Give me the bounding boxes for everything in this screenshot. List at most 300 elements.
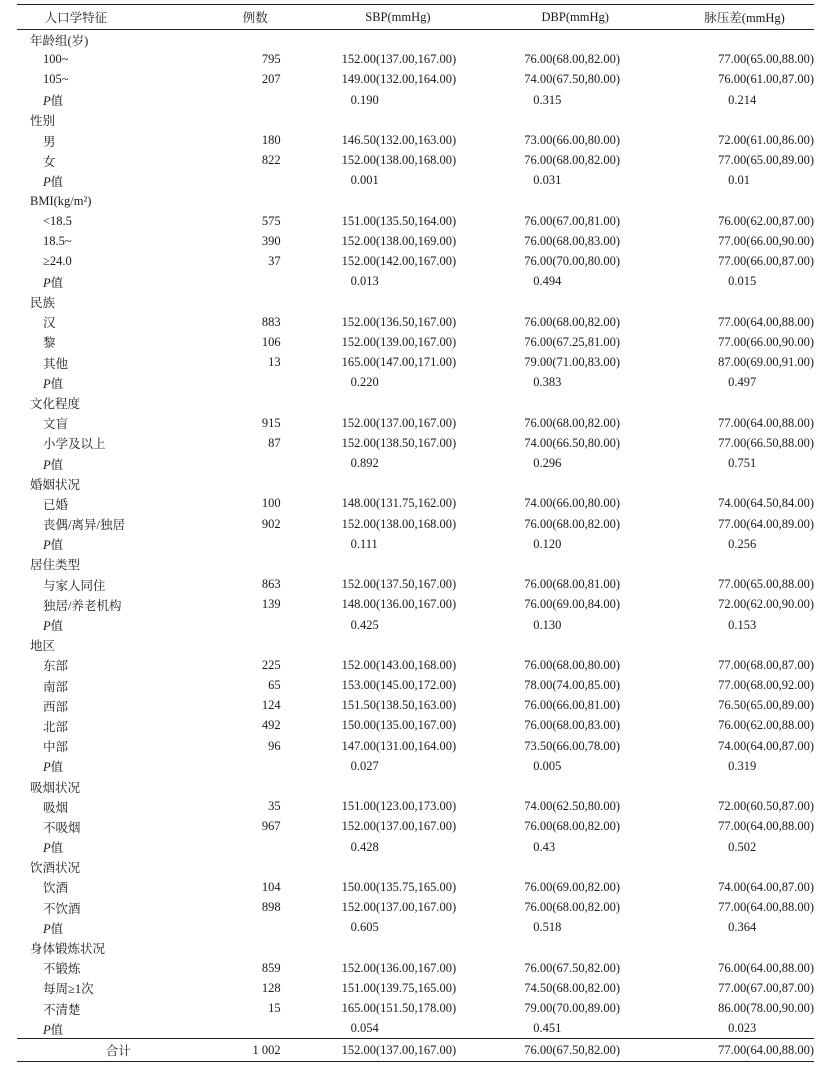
pulse-pressure-p-value: 0.256 [728,536,757,551]
count-cell [230,453,281,473]
dbp-cell [495,938,655,958]
sbp-cell [281,393,496,413]
count-cell: 863 [261,577,281,592]
pulse-pressure-cell: 77.00(66.50,88.00) [718,435,814,450]
dbp-cell [495,292,655,312]
pulse-pressure-cell: 77.00(67.00,87.00) [718,980,814,995]
count-cell: 35 [268,799,281,814]
p-value-word: 值 [50,538,64,553]
p-value-row [17,615,814,635]
p-symbol: P [43,174,51,189]
pulse-pressure-p-value: 0.214 [728,92,757,107]
sbp-cell: 150.00(135.00,167.00) [341,718,457,733]
pulse-pressure-cell: 77.00(66.00,87.00) [718,254,814,269]
count-cell: 87 [268,435,281,450]
count-cell: 96 [268,738,281,753]
pulse-pressure-cell [655,191,814,211]
dbp-cell: 76.00(68.00,82.00) [524,153,621,168]
dbp-cell: 76.00(68.00,82.00) [524,516,621,531]
p-value-row [17,837,814,857]
dbp-cell: 76.00(68.00,81.00) [524,577,621,592]
pulse-pressure-cell: 76.00(62.00,87.00) [718,213,814,228]
blood-pressure-table [17,4,814,1062]
table-row [17,817,814,837]
total-sbp: 152.00(137.00,167.00) [281,1039,496,1062]
table-row [17,70,814,90]
pulse-pressure-cell [655,938,814,958]
sbp-cell: 151.00(123.00,173.00) [341,799,457,814]
sbp-cell: 152.00(137.00,167.00) [341,415,457,430]
header-pulse-pressure: 脉压差(mmHg) [655,5,814,30]
table-row [17,898,814,918]
count-cell [230,918,281,938]
category-label: 与家人同住 [43,578,106,593]
pulse-pressure-cell: 76.00(62.00,88.00) [718,718,814,733]
count-cell: 902 [261,516,281,531]
dbp-cell: 73.00(66.00,80.00) [524,133,621,148]
category-label: 文盲 [43,417,69,432]
p-value-label [17,90,230,110]
group-label: 饮酒状况 [30,861,81,876]
pulse-pressure-cell [655,30,814,50]
dbp-cell: 76.00(68.00,82.00) [524,52,621,67]
sbp-cell [281,110,496,130]
category-label: 黎 [43,336,56,351]
category-label: 小学及以上 [43,437,106,452]
p-value-label [17,756,230,776]
pulse-pressure-p-value: 0.319 [728,758,757,773]
count-cell [230,554,281,574]
pulse-pressure-p-value: 0.015 [728,274,757,289]
count-cell [230,635,281,655]
dbp-cell: 79.00(71.00,83.00) [524,355,621,370]
pulse-pressure-cell: 77.00(68.00,92.00) [718,678,814,693]
p-symbol: P [43,619,51,634]
sbp-cell: 153.00(145.00,172.00) [341,678,457,693]
p-value-row [17,171,814,191]
count-cell [230,938,281,958]
dbp-cell: 74.00(67.50,80.00) [524,72,621,87]
group-label: 吸烟状况 [30,780,81,795]
header-dbp: DBP(mmHg) [495,5,655,30]
count-cell [230,756,281,776]
category-label: 18.5~ [43,233,72,248]
dbp-cell: 76.00(66.00,81.00) [524,698,621,713]
pulse-pressure-cell: 77.00(65.00,88.00) [718,52,814,67]
group-row [17,30,814,50]
p-value-row [17,756,814,776]
group-row [17,292,814,312]
table-row [17,312,814,332]
sbp-cell: 148.00(136.00,167.00) [341,597,457,612]
pulse-pressure-p-value: 0.751 [728,456,757,471]
sbp-cell: 149.00(132.00,164.00) [341,72,457,87]
pulse-pressure-cell: 77.00(64.00,88.00) [718,819,814,834]
sbp-p-value: 0.111 [350,536,378,551]
table-row [17,231,814,251]
count-cell: 915 [261,415,281,430]
p-value-row [17,453,814,473]
count-cell: 795 [261,52,281,67]
sbp-cell [281,857,496,877]
p-symbol: P [43,538,51,553]
dbp-p-value: 0.031 [533,173,562,188]
sbp-cell: 151.00(139.75,165.00) [341,980,457,995]
category-label: 每周≥1次 [43,982,94,997]
category-label: 不饮酒 [43,901,81,916]
pulse-pressure-cell [655,292,814,312]
p-symbol: P [43,760,51,775]
table-row [17,252,814,272]
category-label: 女 [43,154,56,169]
sbp-cell: 152.00(139.00,167.00) [341,334,457,349]
sbp-p-value: 0.013 [350,274,379,289]
category-label: ≥24.0 [43,254,72,269]
sbp-cell [281,938,496,958]
dbp-cell: 76.00(69.00,82.00) [524,879,621,894]
dbp-cell: 76.00(69.00,84.00) [524,597,621,612]
pulse-pressure-cell: 77.00(65.00,89.00) [718,153,814,168]
pulse-pressure-p-value: 0.502 [728,839,757,854]
dbp-cell [495,30,655,50]
pulse-pressure-cell [655,110,814,130]
group-row [17,776,814,796]
table-row [17,151,814,171]
dbp-p-value: 0.43 [533,839,556,854]
pulse-pressure-cell: 77.00(68.00,87.00) [718,657,814,672]
count-cell: 128 [261,980,281,995]
table-row [17,332,814,352]
group-row [17,393,814,413]
sbp-p-value: 0.054 [350,1021,379,1036]
sbp-cell: 152.00(143.00,168.00) [341,657,457,672]
sbp-cell: 152.00(137.00,167.00) [341,52,457,67]
dbp-cell [495,474,655,494]
pulse-pressure-cell: 76.50(65.00,89.00) [718,698,814,713]
table-row [17,696,814,716]
pulse-pressure-cell [655,474,814,494]
group-label: 性别 [30,114,56,129]
dbp-p-value: 0.005 [533,758,562,773]
p-value-label [17,837,230,857]
sbp-cell: 152.00(136.00,167.00) [341,960,457,975]
p-value-word: 值 [50,841,64,856]
dbp-cell [495,110,655,130]
table-row [17,958,814,978]
table-row [17,999,814,1019]
count-cell [230,110,281,130]
sbp-cell [281,554,496,574]
dbp-cell: 76.00(67.50,82.00) [524,960,621,975]
count-cell [230,776,281,796]
count-cell [230,474,281,494]
count-cell: 492 [261,718,281,733]
dbp-cell: 74.50(68.00,82.00) [524,980,621,995]
pulse-pressure-cell: 77.00(65.00,88.00) [718,577,814,592]
dbp-cell: 76.00(67.00,81.00) [524,213,621,228]
sbp-cell: 152.00(137.00,167.00) [341,819,457,834]
p-value-row [17,534,814,554]
pulse-pressure-cell [655,635,814,655]
sbp-cell: 165.00(151.50,178.00) [341,1001,457,1016]
pulse-pressure-cell: 87.00(69.00,91.00) [718,355,814,370]
sbp-cell: 152.00(138.00,168.00) [341,516,457,531]
pulse-pressure-cell: 77.00(66.00,90.00) [718,233,814,248]
count-cell: 180 [261,133,281,148]
pulse-pressure-p-value: 0.497 [728,375,757,390]
pulse-pressure-cell [655,554,814,574]
p-value-label [17,373,230,393]
group-row [17,110,814,130]
p-value-label [17,615,230,635]
dbp-cell: 76.00(68.00,82.00) [524,900,621,915]
sbp-cell: 152.00(137.50,167.00) [341,577,457,592]
total-row [17,1039,814,1062]
p-value-label [17,918,230,938]
total-count: 1 002 [230,1039,281,1062]
p-value-label [17,1019,230,1039]
sbp-cell: 151.50(138.50,163.00) [341,698,457,713]
pulse-pressure-cell: 72.00(60.50,87.00) [718,799,814,814]
table-row [17,797,814,817]
category-label: 100~ [43,52,69,67]
p-value-word: 值 [50,1022,64,1037]
sbp-cell: 150.00(135.75,165.00) [341,879,457,894]
sbp-cell [281,191,496,211]
pulse-pressure-cell: 74.00(64.50,84.00) [718,496,814,511]
table-row [17,433,814,453]
count-cell: 13 [268,355,281,370]
pulse-pressure-cell [655,857,814,877]
category-label: 不清楚 [43,1002,81,1017]
count-cell [230,534,281,554]
count-cell [230,90,281,110]
p-value-word: 值 [50,619,64,634]
pulse-pressure-p-value: 0.023 [728,1021,757,1036]
sbp-p-value: 0.220 [350,375,379,390]
pulse-pressure-cell: 72.00(61.00,86.00) [718,133,814,148]
sbp-p-value: 0.425 [350,617,379,632]
sbp-cell: 151.00(135.50,164.00) [341,213,457,228]
pulse-pressure-cell: 77.00(64.00,88.00) [718,415,814,430]
group-label: 婚姻状况 [30,477,81,492]
pulse-pressure-p-value: 0.01 [728,173,751,188]
category-label: 男 [43,134,56,149]
p-value-row [17,918,814,938]
p-value-word: 值 [50,921,64,936]
sbp-cell [281,776,496,796]
p-symbol: P [43,457,51,472]
header-count: 例数 [230,5,281,30]
sbp-cell [281,292,496,312]
sbp-p-value: 0.892 [350,456,379,471]
p-value-word: 值 [50,457,64,472]
category-label: 北部 [43,719,69,734]
total-label: 合计 [17,1039,230,1062]
table-body [17,30,814,1039]
count-cell: 225 [261,657,281,672]
header-row [17,5,814,30]
dbp-cell: 76.00(68.00,82.00) [524,314,621,329]
dbp-p-value: 0.494 [533,274,562,289]
p-value-word: 值 [50,376,64,391]
count-cell [230,837,281,857]
p-value-row [17,272,814,292]
pulse-pressure-p-value: 0.153 [728,617,757,632]
count-cell: 883 [261,314,281,329]
p-value-label [17,453,230,473]
sbp-cell: 152.00(137.00,167.00) [341,900,457,915]
p-value-row [17,373,814,393]
pulse-pressure-cell: 77.00(66.00,90.00) [718,334,814,349]
p-value-word: 值 [50,174,64,189]
sbp-cell: 165.00(147.00,171.00) [341,355,457,370]
count-cell: 139 [261,597,281,612]
count-cell [230,615,281,635]
dbp-cell [495,554,655,574]
count-cell: 967 [261,819,281,834]
table-row [17,514,814,534]
count-cell [230,373,281,393]
dbp-cell: 76.00(70.00,80.00) [524,254,621,269]
dbp-cell: 76.00(68.00,83.00) [524,718,621,733]
count-cell: 37 [268,254,281,269]
sbp-cell: 152.00(138.50,167.00) [341,435,457,450]
dbp-cell [495,857,655,877]
p-value-label [17,534,230,554]
count-cell [230,191,281,211]
group-label: 地区 [30,639,56,654]
pulse-pressure-cell: 77.00(64.00,88.00) [718,314,814,329]
category-label: <18.5 [43,213,72,228]
table-row [17,655,814,675]
count-cell [230,1019,281,1039]
pulse-pressure-p-value: 0.364 [728,920,757,935]
category-label: 吸烟 [43,800,69,815]
table-row [17,50,814,70]
category-label: 不锻炼 [43,962,81,977]
group-row [17,857,814,877]
pulse-pressure-cell: 77.00(64.00,88.00) [718,900,814,915]
pulse-pressure-cell: 72.00(62.00,90.00) [718,597,814,612]
sbp-p-value: 0.027 [350,758,379,773]
dbp-cell: 73.50(66.00,78.00) [524,738,621,753]
sbp-cell [281,635,496,655]
dbp-p-value: 0.296 [533,456,562,471]
total-pulse-pressure: 77.00(64.00,88.00) [655,1039,814,1062]
group-row [17,474,814,494]
sbp-cell: 147.00(131.00,164.00) [341,738,457,753]
sbp-cell: 152.00(142.00,167.00) [341,254,457,269]
dbp-p-value: 0.130 [533,617,562,632]
p-value-label [17,171,230,191]
sbp-p-value: 0.428 [350,839,379,854]
sbp-cell: 148.00(131.75,162.00) [341,496,457,511]
count-cell: 575 [261,213,281,228]
pulse-pressure-cell [655,776,814,796]
sbp-cell: 146.50(132.00,163.00) [341,133,457,148]
group-label: BMI(kg/m²) [30,193,92,208]
p-value-row [17,90,814,110]
sbp-cell [281,30,496,50]
p-symbol: P [43,94,51,109]
dbp-cell: 76.00(67.25,81.00) [524,334,621,349]
group-label: 居住类型 [30,558,81,573]
header-sbp: SBP(mmHg) [281,5,496,30]
group-row [17,938,814,958]
count-cell [230,292,281,312]
table-row [17,676,814,696]
count-cell: 15 [268,1001,281,1016]
dbp-p-value: 0.315 [533,92,562,107]
dbp-cell: 76.00(68.00,82.00) [524,415,621,430]
count-cell [230,30,281,50]
category-label: 东部 [43,659,69,674]
p-symbol: P [43,1022,51,1037]
total-dbp: 76.00(67.50,82.00) [495,1039,655,1062]
pulse-pressure-cell: 86.00(78.00,90.00) [718,1001,814,1016]
count-cell [230,272,281,292]
pulse-pressure-cell [655,393,814,413]
pulse-pressure-cell: 77.00(64.00,89.00) [718,516,814,531]
category-label: 饮酒 [43,881,69,896]
count-cell [230,857,281,877]
p-symbol: P [43,841,51,856]
category-label: 独居/养老机构 [43,598,122,613]
dbp-cell: 79.00(70.00,89.00) [524,1001,621,1016]
count-cell: 859 [261,960,281,975]
category-label: 其他 [43,356,69,371]
table-row [17,130,814,150]
dbp-p-value: 0.383 [533,375,562,390]
count-cell: 390 [261,233,281,248]
pulse-pressure-cell: 74.00(64.00,87.00) [718,738,814,753]
count-cell [230,171,281,191]
dbp-cell [495,393,655,413]
p-symbol: P [43,275,51,290]
group-row [17,191,814,211]
pulse-pressure-cell: 74.00(64.00,87.00) [718,879,814,894]
count-cell: 124 [261,698,281,713]
table-row [17,978,814,998]
dbp-p-value: 0.451 [533,1021,562,1036]
dbp-cell: 78.00(74.00,85.00) [524,678,621,693]
count-cell: 207 [261,72,281,87]
table-row [17,353,814,373]
category-label: 南部 [43,679,69,694]
dbp-cell: 76.00(68.00,82.00) [524,819,621,834]
category-label: 中部 [43,740,69,755]
dbp-cell [495,191,655,211]
p-value-row [17,1019,814,1039]
category-label: 汉 [43,316,56,331]
category-label: 丧偶/离异/独居 [43,518,125,533]
count-cell: 65 [268,678,281,693]
pulse-pressure-cell: 76.00(61.00,87.00) [718,72,814,87]
table-row [17,211,814,231]
sbp-cell: 152.00(136.50,167.00) [341,314,457,329]
sbp-cell: 152.00(138.00,169.00) [341,233,457,248]
table-row [17,595,814,615]
sbp-p-value: 0.190 [350,92,379,107]
dbp-cell [495,635,655,655]
table-row [17,877,814,897]
sbp-p-value: 0.605 [350,920,379,935]
count-cell [230,393,281,413]
sbp-p-value: 0.001 [350,173,379,188]
sbp-cell [281,474,496,494]
table-row [17,716,814,736]
